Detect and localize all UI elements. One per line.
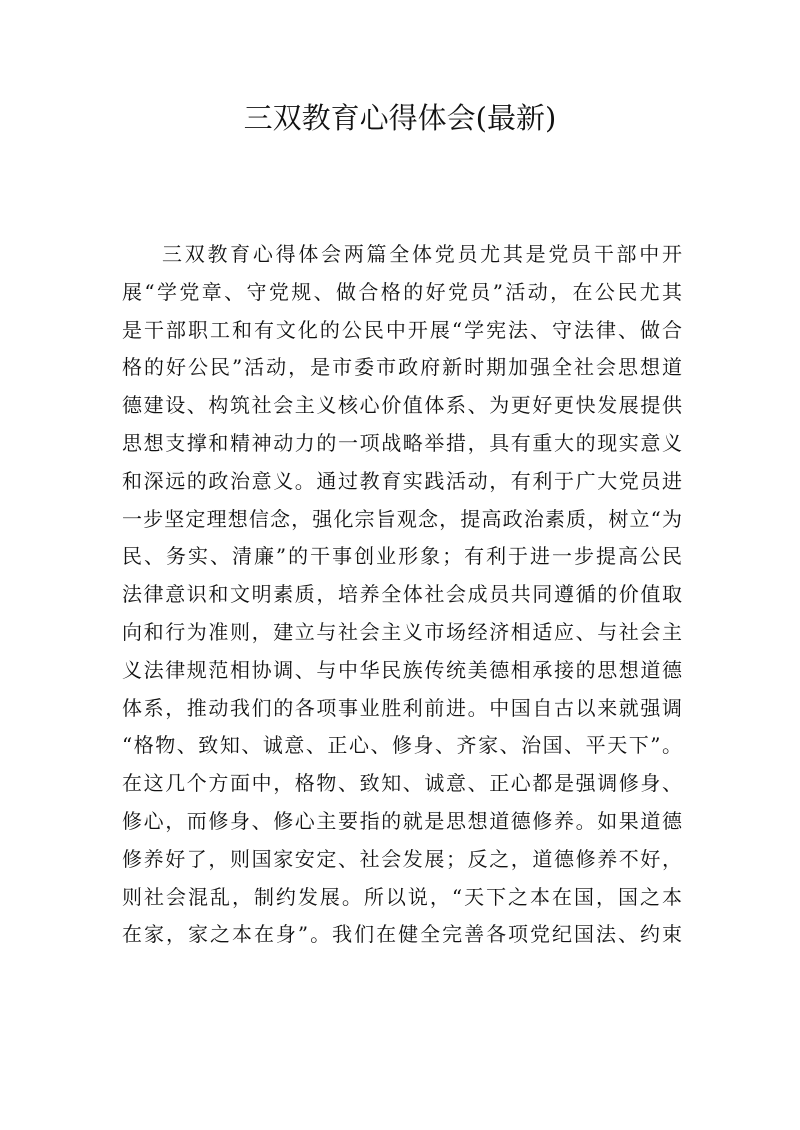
body-line: 在家，家之本在身”。我们在健全完善各项党纪国法、约束 xyxy=(122,922,682,947)
body-line: 义法律规范相协调、与中华民族传统美德相承接的思想道德 xyxy=(122,657,682,682)
body-line: 修心，而修身、修心主要指的就是思想道德修养。如果道德 xyxy=(122,808,682,833)
body-line: 在这几个方面中，格物、致知、诚意、正心都是强调修身、 xyxy=(122,771,682,796)
document-title: 三双教育心得体会(最新) xyxy=(243,101,557,135)
body-line: 展“学党章、守党规、做合格的好党员”活动，在公民尤其 xyxy=(122,279,682,304)
body-line: 体系，推动我们的各项事业胜利前进。中国自古以来就强调 xyxy=(122,695,682,720)
body-line: 修养好了，则国家安定、社会发展；反之，道德修养不好， xyxy=(122,846,682,871)
body-line: 三双教育心得体会两篇全体党员尤其是党员干部中开 xyxy=(162,242,682,266)
body-line: 则社会混乱，制约发展。所以说，“天下之本在国，国之本 xyxy=(122,884,682,909)
body-line: 法律意识和文明素质，培养全体社会成员共同遵循的价值取 xyxy=(122,582,682,607)
body-line: “格物、致知、诚意、正心、修身、齐家、治国、平天下”。 xyxy=(122,733,682,758)
body-line: 向和行为准则，建立与社会主义市场经济相适应、与社会主 xyxy=(122,619,682,644)
body-line: 德建设、构筑社会主义核心价值体系、为更好更快发展提供 xyxy=(122,393,682,418)
body-line: 格的好公民”活动，是市委市政府新时期加强全社会思想道 xyxy=(122,355,682,380)
body-line: 民、务实、清廉”的干事创业形象；有利于进一步提高公民 xyxy=(122,544,682,569)
body-line: 是干部职工和有文化的公民中开展“学宪法、守法律、做合 xyxy=(122,317,682,342)
body-line: 一步坚定理想信念，强化宗旨观念，提高政治素质，树立“为 xyxy=(122,506,682,531)
body-line: 和深远的政治意义。通过教育实践活动，有利于广大党员进 xyxy=(122,468,682,493)
body-line: 思想支撑和精神动力的一项战略举措，具有重大的现实意义 xyxy=(122,430,682,455)
document-body xyxy=(122,236,682,954)
